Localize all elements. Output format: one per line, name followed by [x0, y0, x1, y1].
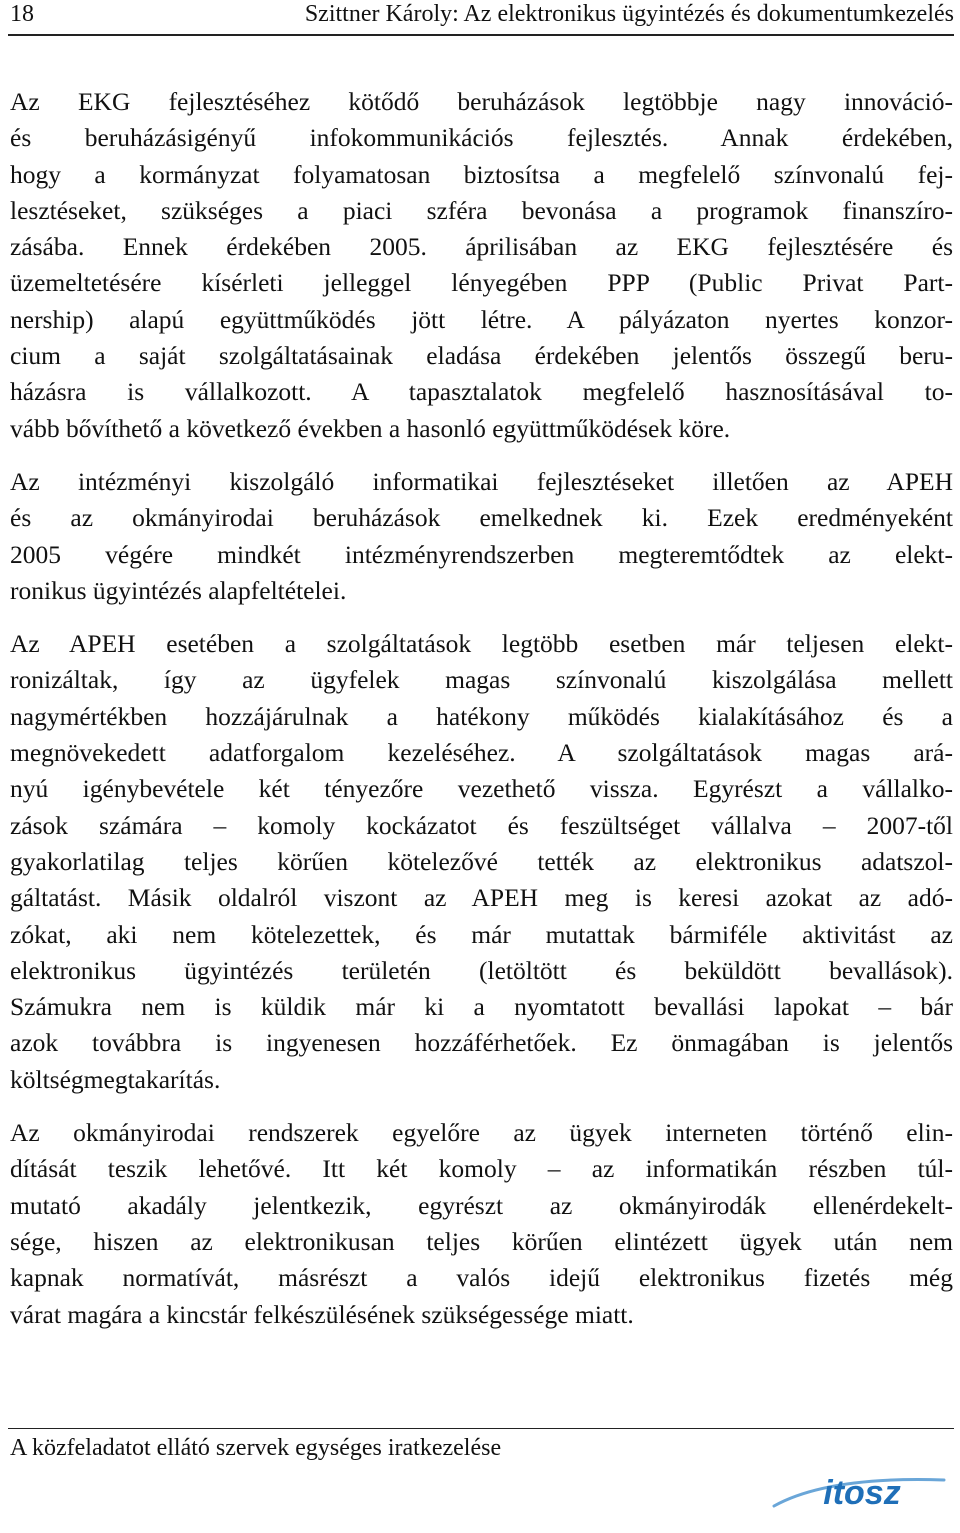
- text-line: nership) alapú együttműködés jött létre. A pályázaton nyertes konzor-: [10, 304, 953, 334]
- text-line: elektronikus ügyintézés területén (letöltött és beküldött bevallások).: [10, 955, 953, 985]
- text-line: ronikus ügyintézés alapfeltételei.: [10, 575, 347, 605]
- paragraph: [10, 464, 953, 609]
- text-line: és beruházásigényű infokommunikációs fejlesztés. Annak érdekében,: [10, 123, 953, 153]
- text-line: nagymértékben hozzájárulnak a hatékony működés kialakításához és a: [10, 701, 953, 731]
- text-line: költségmegtakarítás.: [10, 1064, 221, 1094]
- text-line: azok továbbra is ingyenesen hozzáférhetőek. Ez önmagában is jelentős: [10, 1028, 953, 1058]
- paragraph: [10, 84, 953, 447]
- text-line: zókat, aki nem kötelezettek, és már mutattak bármiféle aktivitást az: [10, 919, 953, 949]
- body-text: [10, 84, 953, 1350]
- text-line: gáltatást. Másik oldalról viszont az APEH meg is keresi azokat az adó-: [10, 883, 953, 913]
- text-line: üzemeltetésére kísérleti jelleggel lényegében PPP (Public Privat Part-: [10, 268, 953, 298]
- page-footer: [8, 1428, 954, 1461]
- page-number: 18: [10, 1, 34, 27]
- text-line: nyú igénybevétele két tényezőre vezethető vissza. Egyrészt a vállalko-: [10, 774, 953, 804]
- text-line: cium a saját szolgáltatásainak eladása érdekében jelentős összegű beru-: [10, 341, 953, 371]
- text-line: házásra is vállalkozott. A tapasztalatok megfelelő hasznosításával to-: [10, 377, 953, 407]
- text-line: lesztéseket, szükséges a piaci szféra bevonása a programok finanszíro-: [10, 195, 953, 225]
- running-title: Szittner Károly: Az elektronikus ügyintézés és dokumentumkezelés: [304, 1, 954, 27]
- text-line: Az APEH esetében a szolgáltatások legtöbb esetben már teljesen elekt-: [10, 629, 953, 659]
- page-header: [8, 0, 954, 36]
- text-line: ronizáltak, így az ügyfelek magas színvonalú kiszolgálása mellett: [10, 665, 953, 695]
- text-line: zásába. Ennek érdekében 2005. áprilisában az EKG fejlesztésére és: [10, 232, 953, 262]
- text-line: megnövekedett adatforgalom kezeléséhez. A szolgáltatások magas ará-: [10, 738, 953, 768]
- text-line: kapnak normatívát, másrészt a valós idejű elektronikus fizetés még: [10, 1263, 953, 1293]
- text-line: hogy a kormányzat folyamatosan biztosítsa a megfelelő színvonalú fej-: [10, 159, 953, 189]
- text-line: Az okmányirodai rendszerek egyelőre az ügyek interneten történő elin-: [10, 1118, 953, 1148]
- text-line: vább bővíthető a következő években a hasonló együttműködések köre.: [10, 413, 731, 443]
- paragraph: [10, 626, 953, 1098]
- text-line: gyakorlatilag teljes körűen kötelezővé tették az elektronikus adatszol-: [10, 846, 953, 876]
- text-line: Számukra nem is küldik már ki a nyomtatott bevallási lapokat – bár: [10, 992, 953, 1022]
- text-line: zások számára – komoly kockázatot és feszültséget vállalva – 2007-től: [10, 810, 953, 840]
- text-line: 2005 végére mindkét intézményrendszerben megteremtődtek az elekt-: [10, 539, 953, 569]
- text-line: Az EKG fejlesztéséhez kötődő beruházások legtöbbje nagy innováció-: [10, 87, 953, 116]
- logo-text: itosz: [823, 1474, 901, 1512]
- text-line: Az intézményi kiszolgáló informatikai fejlesztéseket illetően az APEH: [10, 466, 953, 496]
- text-line: mutató akadály jelentkezik, egyrészt az okmányirodák ellenérdekelt-: [10, 1190, 953, 1220]
- text-line: várat magára a kincstár felkészülésének szükségessége miatt.: [10, 1299, 634, 1329]
- itosz-logo: [768, 1466, 950, 1518]
- text-line: sége, hiszen az elektronikusan teljes körűen elintézett ügyek után nem: [10, 1226, 953, 1256]
- footer-title: A közfeladatot ellátó szervek egységes iratkezelése: [10, 1435, 502, 1461]
- text-line: és az okmányirodai beruházások emelkednek ki. Ezek eredményeként: [10, 503, 953, 533]
- text-line: dítását teszik lehetővé. Itt két komoly – az informatikán részben túl-: [10, 1154, 953, 1184]
- paragraph: [10, 1115, 953, 1333]
